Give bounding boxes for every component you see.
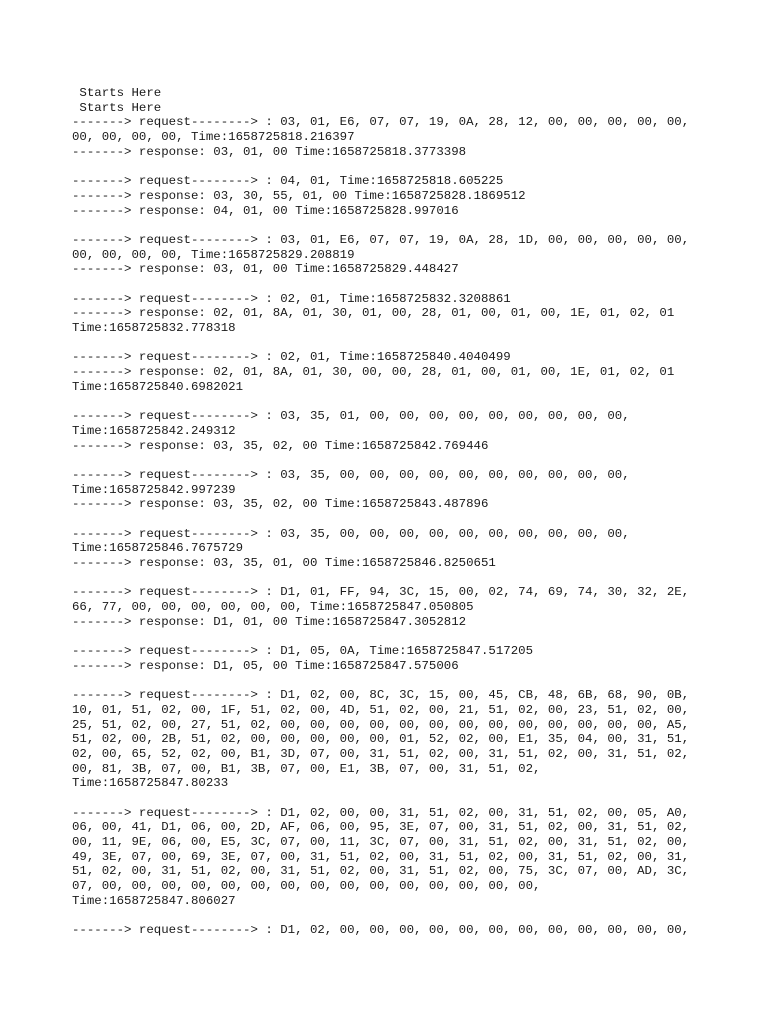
log-line: -------> response: 02, 01, 8A, 01, 30, 01, 00, 28, 01, 00, 01, 00, 1E, 01, 02, 01 [72, 306, 675, 321]
log-line: Time:1658725847.80233 [72, 776, 229, 791]
log-line: Starts Here [72, 100, 162, 115]
log-document [72, 86, 712, 953]
log-line: -------> response: 03, 35, 01, 00 Time:1658725846.8250651 [72, 556, 496, 570]
log-line [72, 791, 712, 806]
log-line: 00, 00, 00, 00, Time:1658725818.216397 [72, 130, 355, 145]
log-line: -------> request--------> : D1, 02, 00, 8C, 3C, 15, 00, 45, CB, 48, 6B, 68, 90, 0B, [72, 688, 690, 703]
log-line: 51, 02, 00, 2B, 51, 02, 00, 00, 00, 00, 00, 01, 52, 02, 00, E1, 35, 04, 00, 31, 51, [72, 732, 690, 747]
log-line: Starts Here [72, 86, 162, 100]
log-line [72, 218, 712, 233]
log-line: 51, 02, 00, 31, 51, 02, 00, 31, 51, 02, 00, 31, 51, 02, 00, 75, 3C, 07, 00, AD, 3C, [72, 864, 690, 879]
log-line [72, 453, 712, 468]
log-line: 66, 77, 00, 00, 00, 00, 00, 00, Time:1658725847.050805 [72, 600, 474, 615]
log-line: -------> request--------> : 02, 01, Time:1658725840.4040499 [72, 350, 511, 365]
log-line: 07, 00, 00, 00, 00, 00, 00, 00, 00, 00, 00, 00, 00, 00, 00, 00, [72, 879, 541, 894]
log-line [72, 512, 712, 527]
log-line: Time:1658725846.7675729 [72, 541, 244, 556]
log-line: 00, 81, 3B, 07, 00, B1, 3B, 07, 00, E1, 3B, 07, 00, 31, 51, 02, [72, 761, 541, 776]
log-line: Time:1658725832.778318 [72, 321, 236, 335]
log-line: -------> request--------> : 03, 35, 01, 00, 00, 00, 00, 00, 00, 00, 00, 00, [72, 409, 630, 424]
log-line [72, 394, 712, 409]
log-line: 02, 00, 65, 52, 02, 00, B1, 3D, 07, 00, 31, 51, 02, 00, 31, 51, 02, 00, 31, 51, 02, [72, 746, 690, 761]
log-line [72, 277, 712, 292]
log-line: -------> request--------> : 03, 01, E6, 07, 07, 19, 0A, 28, 12, 00, 00, 00, 00, 00, [72, 115, 690, 130]
log-line: 06, 00, 41, D1, 06, 00, 2D, AF, 06, 00, 95, 3E, 07, 00, 31, 51, 02, 00, 31, 51, 02, [72, 820, 690, 835]
log-line [72, 571, 712, 586]
log-line: 49, 3E, 07, 00, 69, 3E, 07, 00, 31, 51, 02, 00, 31, 51, 02, 00, 31, 51, 02, 00, 31, [72, 849, 690, 864]
log-line [72, 629, 712, 644]
log-line: -------> response: 03, 01, 00 Time:1658725829.448427 [72, 262, 459, 277]
log-line: -------> request--------> : 03, 35, 00, 00, 00, 00, 00, 00, 00, 00, 00, 00, [72, 526, 630, 541]
log-line [72, 674, 712, 689]
log-line: -------> response: D1, 05, 00 Time:1658725847.575006 [72, 658, 459, 673]
log-line: -------> request--------> : 03, 01, E6, 07, 07, 19, 0A, 28, 1D, 00, 00, 00, 00, 00, [72, 232, 690, 247]
log-line: Time:1658725847.806027 [72, 893, 236, 908]
log-line: -------> request--------> : 04, 01, Time:1658725818.605225 [72, 174, 504, 189]
log-line: -------> response: 04, 01, 00 Time:1658725828.997016 [72, 203, 459, 218]
log-line: -------> request--------> : D1, 02, 00, 00, 00, 00, 00, 00, 00, 00, 00, 00, 00, 00, [72, 923, 690, 938]
log-line [72, 909, 712, 924]
log-line [72, 938, 712, 953]
log-line: -------> response: 03, 01, 00 Time:1658725818.3773398 [72, 144, 467, 159]
log-line: 10, 01, 51, 02, 00, 1F, 51, 02, 00, 4D, 51, 02, 00, 21, 51, 02, 00, 23, 51, 02, 00, [72, 702, 690, 717]
log-line: -------> response: 03, 35, 02, 00 Time:1658725842.769446 [72, 438, 489, 453]
log-line: -------> request--------> : D1, 01, FF, 94, 3C, 15, 00, 02, 74, 69, 74, 30, 32, 2E, [72, 585, 690, 600]
log-line: -------> response: 03, 30, 55, 01, 00 Time:1658725828.1869512 [72, 188, 526, 203]
log-line: 00, 00, 00, 00, Time:1658725829.208819 [72, 247, 355, 262]
log-line [72, 159, 712, 174]
log-line: -------> response: 03, 35, 02, 00 Time:1658725843.487896 [72, 497, 489, 512]
log-line: 25, 51, 02, 00, 27, 51, 02, 00, 00, 00, 00, 00, 00, 00, 00, 00, 00, 00, 00, 00, A5, [72, 717, 690, 732]
log-line: -------> response: D1, 01, 00 Time:1658725847.3052812 [72, 614, 467, 629]
log-line: -------> request--------> : 02, 01, Time:1658725832.3208861 [72, 291, 511, 306]
log-line: -------> request--------> : D1, 02, 00, 00, 31, 51, 02, 00, 31, 51, 02, 00, 05, A0, [72, 805, 690, 820]
log-line: Time:1658725840.6982021 [72, 379, 244, 394]
log-line [72, 336, 712, 351]
log-line: -------> request--------> : D1, 05, 0A, Time:1658725847.517205 [72, 644, 534, 659]
log-line: Time:1658725842.997239 [72, 482, 236, 497]
log-line: -------> request--------> : 03, 35, 00, 00, 00, 00, 00, 00, 00, 00, 00, 00, [72, 467, 630, 482]
log-line: -------> response: 02, 01, 8A, 01, 30, 00, 00, 28, 01, 00, 01, 00, 1E, 01, 02, 01 [72, 365, 675, 380]
log-line: Time:1658725842.249312 [72, 423, 236, 438]
log-line: 00, 11, 9E, 06, 00, E5, 3C, 07, 00, 11, 3C, 07, 00, 31, 51, 02, 00, 31, 51, 02, 00, [72, 835, 690, 850]
